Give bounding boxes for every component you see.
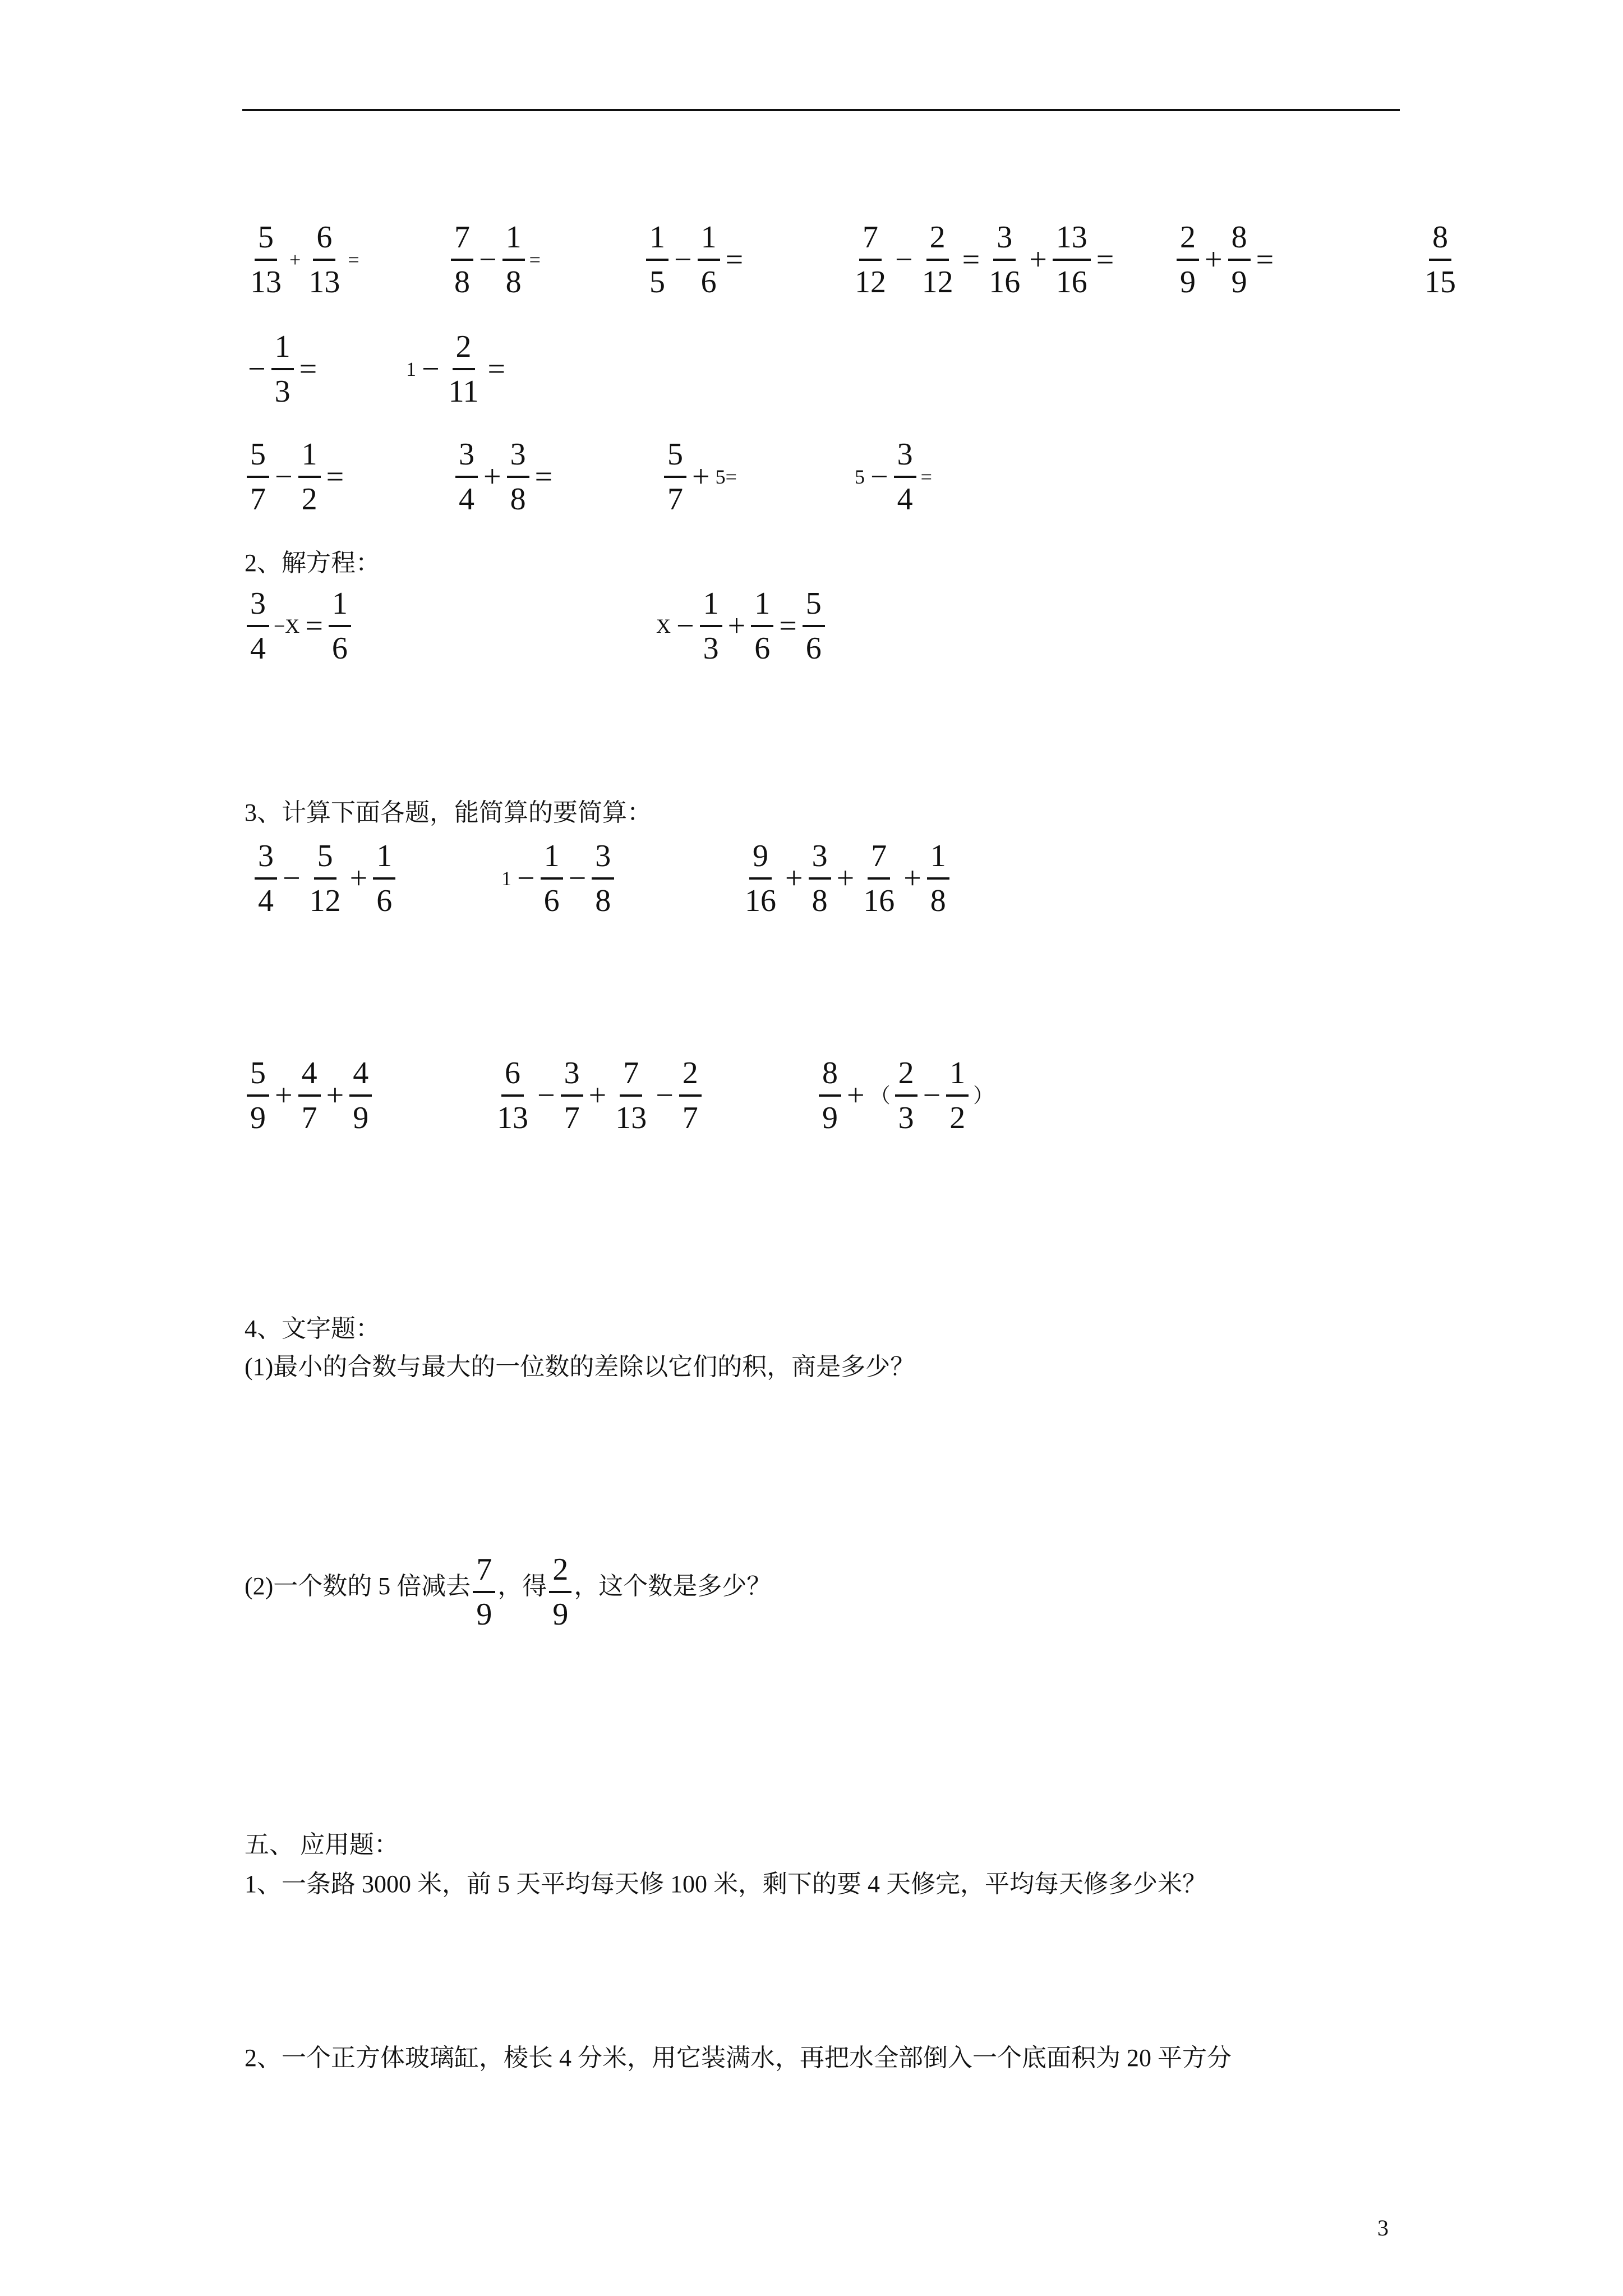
denominator: 8: [595, 884, 611, 918]
numerator: 1: [541, 840, 563, 880]
denominator: 9: [1231, 265, 1247, 300]
math-symbol: 1: [501, 867, 511, 890]
fraction: [247, 222, 285, 298]
numerator: 7: [620, 1057, 642, 1097]
fraction: [541, 840, 563, 917]
numerator: 7: [473, 1554, 495, 1593]
denominator: 16: [745, 884, 776, 918]
denominator: 13: [250, 265, 282, 300]
expr-r1-2: [449, 222, 543, 298]
math-symbol: +: [326, 1078, 344, 1113]
fraction: [1177, 222, 1199, 298]
fraction: [298, 439, 321, 515]
expr-r3-4: [852, 439, 934, 515]
denominator: 5: [649, 265, 665, 300]
calc-r1-2: [499, 840, 616, 917]
numerator: 3: [592, 840, 614, 880]
numerator: 1: [502, 222, 525, 261]
denominator: 7: [564, 1101, 580, 1135]
math-symbol: （: [870, 1084, 891, 1107]
fraction: [247, 439, 269, 515]
denominator: 13: [497, 1101, 528, 1135]
numerator: 3: [455, 439, 478, 478]
denominator: 13: [615, 1101, 647, 1135]
expr-r1-3: [644, 222, 746, 298]
expr-r3-1: [245, 439, 347, 515]
numerator: 3: [255, 840, 277, 880]
expr-r1-6: [1419, 222, 1461, 298]
section4-heading: 4、文字题：: [245, 1315, 380, 1342]
section5-heading: 五、 应用题：: [245, 1831, 399, 1858]
numerator: 8: [1429, 222, 1451, 261]
denominator: 9: [1180, 265, 1196, 300]
denominator: 9: [250, 1101, 266, 1135]
header-rule: [242, 109, 1400, 111]
math-symbol: +: [483, 459, 501, 494]
fraction: [894, 439, 916, 515]
denominator: 7: [682, 1101, 698, 1135]
fraction: [561, 1057, 583, 1134]
fraction: [741, 840, 780, 917]
math-symbol: −: [517, 861, 535, 896]
fraction: [502, 222, 525, 298]
math-symbol: −X: [274, 615, 300, 637]
fraction: [895, 1057, 917, 1134]
denominator: 16: [863, 884, 895, 918]
math-symbol: +: [692, 459, 710, 494]
math-symbol: −: [537, 1078, 555, 1113]
denominator: 8: [505, 265, 522, 300]
math-symbol: =: [779, 609, 797, 643]
denominator: 6: [754, 631, 771, 666]
fraction: [1421, 222, 1459, 298]
fraction: [819, 1057, 841, 1134]
equation-2: [654, 588, 827, 664]
denominator: 4: [897, 482, 913, 517]
numerator: 1: [271, 331, 294, 370]
numerator: 7: [868, 840, 890, 880]
fraction: [494, 1057, 532, 1134]
fraction: [445, 331, 482, 407]
numerator: 7: [859, 222, 882, 261]
math-symbol: =: [534, 459, 553, 494]
numerator: 5: [247, 439, 269, 478]
denominator: 9: [353, 1101, 369, 1135]
numerator: 8: [819, 1057, 841, 1097]
math-symbol: =: [487, 352, 506, 386]
denominator: 16: [989, 265, 1021, 300]
math-symbol: −: [479, 242, 497, 277]
numerator: 1: [946, 1057, 969, 1097]
math-symbol: =: [962, 242, 980, 277]
fraction: [298, 1057, 321, 1134]
application-problem-2: 2、一个正方体玻璃缸，棱长 4 分米，用它装满水，再把水全部倒入一个底面积为 20 平方分: [245, 2044, 1232, 2072]
math-symbol: +: [847, 1078, 865, 1113]
math-symbol: −: [248, 352, 266, 386]
numerator: 3: [561, 1057, 583, 1097]
denominator: 8: [930, 884, 946, 918]
denominator: 8: [510, 482, 526, 517]
numerator: 6: [313, 222, 335, 261]
denominator: 4: [459, 482, 474, 517]
expr-r3-2: [453, 439, 556, 515]
numerator: 6: [501, 1057, 524, 1097]
denominator: 2: [949, 1101, 966, 1135]
numerator: 3: [507, 439, 529, 478]
denominator: 6: [331, 631, 348, 666]
fraction: [549, 1554, 571, 1630]
math-symbol: −: [676, 609, 694, 643]
numerator: 3: [247, 588, 269, 627]
math-symbol: −: [870, 459, 888, 494]
fraction: [349, 1057, 372, 1134]
fraction: [329, 588, 351, 664]
numerator: 4: [349, 1057, 372, 1097]
fraction: [803, 588, 825, 664]
fraction: [698, 222, 720, 298]
fraction: [592, 840, 614, 917]
calc-r1-3: [739, 840, 952, 917]
math-symbol: =: [1096, 242, 1114, 277]
denominator: 4: [258, 884, 274, 918]
numerator: 5: [664, 439, 686, 478]
math-symbol: 1: [406, 358, 416, 380]
fraction: [664, 439, 686, 515]
math-symbol: +: [1029, 242, 1047, 277]
math-symbol: =: [348, 249, 359, 271]
math-symbol: +: [275, 1078, 293, 1113]
numerator: 2: [926, 222, 949, 261]
math-symbol: +: [349, 861, 368, 896]
numerator: 2: [549, 1554, 571, 1593]
fraction: [271, 331, 294, 407]
fraction: [455, 439, 478, 515]
denominator: 13: [308, 265, 340, 300]
denominator: 6: [805, 631, 822, 666]
math-symbol: ）: [973, 1084, 994, 1107]
denominator: 16: [1055, 265, 1087, 300]
numerator: 1: [298, 439, 321, 478]
math-symbol: −: [674, 242, 692, 277]
numerator: 1: [751, 588, 773, 627]
numerator: 3: [809, 840, 831, 880]
numerator: 2: [1177, 222, 1199, 261]
math-symbol: =: [299, 352, 317, 386]
numerator: 7: [451, 222, 473, 261]
math-symbol: =: [920, 466, 932, 488]
numerator: 1: [373, 840, 395, 880]
page-number: 3: [1377, 2215, 1389, 2240]
expr-r2-2: [404, 331, 509, 407]
math-symbol: +: [1205, 242, 1223, 277]
expr-r1-1: [245, 222, 362, 298]
denominator: 3: [274, 374, 291, 409]
math-symbol: +: [785, 861, 803, 896]
numerator: 1: [698, 222, 720, 261]
fraction: [985, 222, 1023, 298]
denominator: 3: [703, 631, 719, 666]
fraction: [927, 840, 949, 917]
denominator: 7: [301, 1101, 317, 1135]
numerator: 5: [247, 1057, 269, 1097]
math-symbol: −: [656, 1078, 674, 1113]
word-problem-1: (1)最小的合数与最大的一位数的差除以它们的积，商是多少？: [245, 1353, 915, 1381]
numerator: 2: [895, 1057, 917, 1097]
fraction: [751, 588, 773, 664]
calc-r2-3: [817, 1057, 995, 1134]
fraction: [919, 222, 957, 298]
denominator: 7: [250, 482, 266, 517]
section2-heading: 2、解方程：: [245, 549, 380, 577]
fraction: [373, 840, 395, 917]
numerator: 1: [927, 840, 949, 880]
numerator: 1: [329, 588, 351, 627]
math-symbol: =: [725, 242, 744, 277]
math-symbol: =: [305, 609, 323, 643]
math-symbol: 5: [855, 466, 865, 488]
math-symbol: −: [283, 861, 301, 896]
calc-r2-1: [245, 1057, 374, 1134]
fraction: [700, 588, 722, 664]
numerator: 2: [453, 331, 475, 370]
denominator: 3: [898, 1101, 914, 1135]
fraction: [612, 1057, 650, 1134]
math-symbol: +: [588, 1078, 607, 1113]
numerator: 5: [803, 588, 825, 627]
denominator: 15: [1424, 265, 1456, 300]
denominator: 12: [855, 265, 886, 300]
denominator: 9: [476, 1597, 492, 1632]
math-symbol: +: [289, 249, 301, 271]
section3-heading: 3、计算下面各题，能简算的要简算：: [245, 799, 652, 826]
denominator: 8: [454, 265, 470, 300]
math-symbol: +: [903, 861, 921, 896]
word-problem-2: (2)一个数的 5 倍减去 $\frac{7}{9}$ ，得 $\frac{2}{9}$ ，这个数是多少？: [245, 1552, 772, 1632]
fraction: [809, 840, 831, 917]
numerator: 13: [1053, 222, 1091, 261]
numerator: 1: [700, 588, 722, 627]
numerator: 3: [894, 439, 916, 478]
fraction: [507, 439, 529, 515]
denominator: 6: [376, 884, 393, 918]
fraction: [860, 840, 898, 917]
denominator: 8: [811, 884, 828, 918]
math-symbol: =: [1256, 242, 1274, 277]
fraction: [255, 840, 277, 917]
math-symbol: −: [895, 242, 913, 277]
denominator: 12: [921, 265, 953, 300]
math-symbol: −: [275, 459, 293, 494]
fraction: [247, 588, 269, 664]
denominator: 6: [700, 265, 717, 300]
numerator: 3: [993, 222, 1016, 261]
math-symbol: X: [656, 615, 671, 637]
fraction: [305, 222, 343, 298]
denominator: 4: [250, 631, 266, 666]
expr-r1-4: [849, 222, 1117, 298]
numerator: 9: [749, 840, 772, 880]
denominator: 7: [667, 482, 683, 517]
fraction: [1053, 222, 1091, 298]
denominator: 9: [552, 1597, 569, 1632]
fraction: [451, 222, 473, 298]
denominator: 2: [301, 482, 317, 517]
math-symbol: −: [568, 861, 587, 896]
math-symbol: =: [326, 459, 344, 494]
expr-r3-3: [662, 439, 739, 515]
equation-1: [245, 588, 353, 664]
expr-r2-1: [245, 331, 320, 407]
expr-r1-5: [1174, 222, 1277, 298]
numerator: 5: [314, 840, 336, 880]
fraction: [1228, 222, 1251, 298]
math-symbol: +: [836, 861, 855, 896]
numerator: 2: [679, 1057, 702, 1097]
denominator: 6: [543, 884, 560, 918]
fraction: [679, 1057, 702, 1134]
numerator: 1: [646, 222, 668, 261]
application-problem-1: 1、一条路 3000 米，前 5 天平均每天修 100 米，剩下的要 4 天修完，平均每天修多少米？: [245, 1870, 1207, 1898]
fraction: [946, 1057, 969, 1134]
denominator: 11: [448, 374, 479, 409]
math-symbol: −: [923, 1078, 941, 1113]
denominator: 9: [822, 1101, 838, 1135]
math-symbol: −: [422, 352, 440, 386]
fraction: [306, 840, 344, 917]
denominator: 12: [309, 884, 341, 918]
math-symbol: 5=: [715, 466, 737, 488]
calc-r1-1: [252, 840, 398, 917]
numerator: 5: [255, 222, 277, 261]
fraction: [473, 1554, 495, 1630]
fraction: [247, 1057, 269, 1134]
calc-r2-2: [491, 1057, 704, 1134]
fraction: [851, 222, 889, 298]
fraction: [646, 222, 668, 298]
numerator: 8: [1228, 222, 1251, 261]
math-symbol: +: [727, 609, 746, 643]
math-symbol: =: [529, 249, 541, 271]
numerator: 4: [298, 1057, 321, 1097]
